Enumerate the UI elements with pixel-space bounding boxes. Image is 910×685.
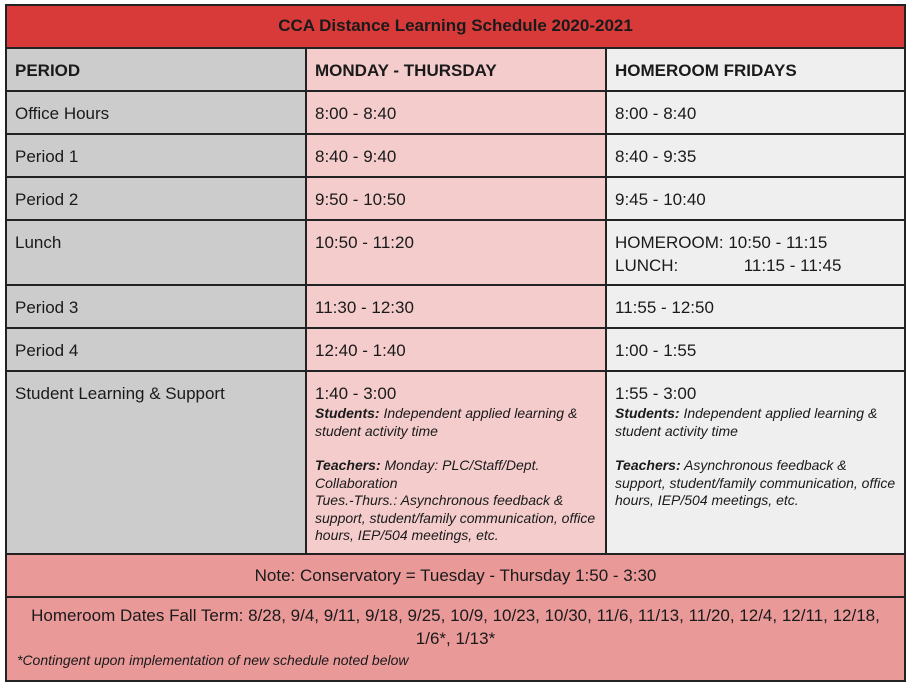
- header-row: [7, 49, 904, 92]
- friday-time: 9:45 - 10:40: [607, 178, 904, 219]
- students-text: Independent applied learning & student activity time: [615, 405, 878, 439]
- friday-homeroom-line: [615, 231, 896, 254]
- period-name: Lunch: [7, 221, 307, 284]
- table-row: [7, 135, 904, 178]
- friday-students-note: [615, 405, 896, 440]
- students-label: Students:: [615, 405, 680, 421]
- friday-lunch-line: [615, 254, 896, 277]
- teachers-text: Monday: PLC/Staff/Dept. Collaboration: [315, 457, 540, 491]
- footnote: *Contingent upon implementation of new schedule noted below: [17, 652, 409, 668]
- mon-thu-time: 8:00 - 8:40: [307, 92, 607, 133]
- table-row: [7, 221, 904, 286]
- header-period: PERIOD: [7, 49, 307, 90]
- period-name: Student Learning & Support: [7, 372, 307, 553]
- period-name: Period 3: [7, 286, 307, 327]
- teachers-label: Teachers:: [315, 457, 381, 473]
- friday-time: 8:40 - 9:35: [607, 135, 904, 176]
- teachers-label: Teachers:: [615, 457, 681, 473]
- header-fridays: HOMEROOM FRIDAYS: [607, 49, 904, 90]
- schedule-table: [5, 4, 906, 682]
- friday-support-cell: [607, 372, 904, 553]
- period-name: Period 1: [7, 135, 307, 176]
- title-text: CCA Distance Learning Schedule 2020-2021: [278, 16, 633, 35]
- mon-thu-time: 10:50 - 11:20: [307, 221, 607, 284]
- table-title: [7, 6, 904, 49]
- mon-thu-teachers-note-2: Tues.-Thurs.: Asynchronous feedback & support, student/family communication, office hours, IEP/504 meetings, etc.: [315, 492, 596, 543]
- friday-teachers-note: [615, 457, 896, 510]
- homeroom-dates-row: [7, 598, 904, 680]
- period-name: Office Hours: [7, 92, 307, 133]
- support-row: [7, 372, 904, 555]
- lunch-time: 11:15 - 11:45: [743, 256, 842, 275]
- friday-time: 11:55 - 12:50: [607, 286, 904, 327]
- table-row: [7, 92, 904, 135]
- friday-support-time: 1:55 - 3:00: [615, 384, 697, 403]
- mon-thu-time: 12:40 - 1:40: [307, 329, 607, 370]
- conservatory-note-row: [7, 555, 904, 598]
- period-name: Period 2: [7, 178, 307, 219]
- mon-thu-time: 11:30 - 12:30: [307, 286, 607, 327]
- table-row: [7, 178, 904, 221]
- header-mon-thu: MONDAY - THURSDAY: [307, 49, 607, 90]
- friday-time: 8:00 - 8:40: [607, 92, 904, 133]
- lunch-label: LUNCH:: [615, 256, 679, 275]
- friday-lunch-cell: [607, 221, 904, 284]
- mon-thu-time: 9:50 - 10:50: [307, 178, 607, 219]
- mon-thu-time: 8:40 - 9:40: [307, 135, 607, 176]
- mon-thu-students-note: [315, 405, 597, 440]
- friday-time: 1:00 - 1:55: [607, 329, 904, 370]
- mon-thu-teachers-note: [315, 457, 597, 492]
- homeroom-time: 10:50 - 11:15: [728, 233, 828, 252]
- students-text: Independent applied learning & student activity time: [315, 405, 578, 439]
- mon-thu-support-time: 1:40 - 3:00: [315, 384, 397, 403]
- students-label: Students:: [315, 405, 380, 421]
- period-name: Period 4: [7, 329, 307, 370]
- table-row: [7, 329, 904, 372]
- mon-thu-support-cell: [307, 372, 607, 553]
- homeroom-dates: Homeroom Dates Fall Term: 8/28, 9/4, 9/11, 9/18, 9/25, 10/9, 10/23, 10/30, 11/6, 11/13, 11/20, 12/4, 12/11, 12/18, 1/6*, 1/13*: [31, 606, 880, 648]
- teachers-text: Asynchronous feedback & support, student/family communication, office hours, IEP/504 meetings, etc.: [615, 457, 896, 508]
- table-row: [7, 286, 904, 329]
- conservatory-note: Note: Conservatory = Tuesday - Thursday 1:50 - 3:30: [254, 566, 657, 585]
- homeroom-label: HOMEROOM:: [615, 233, 724, 252]
